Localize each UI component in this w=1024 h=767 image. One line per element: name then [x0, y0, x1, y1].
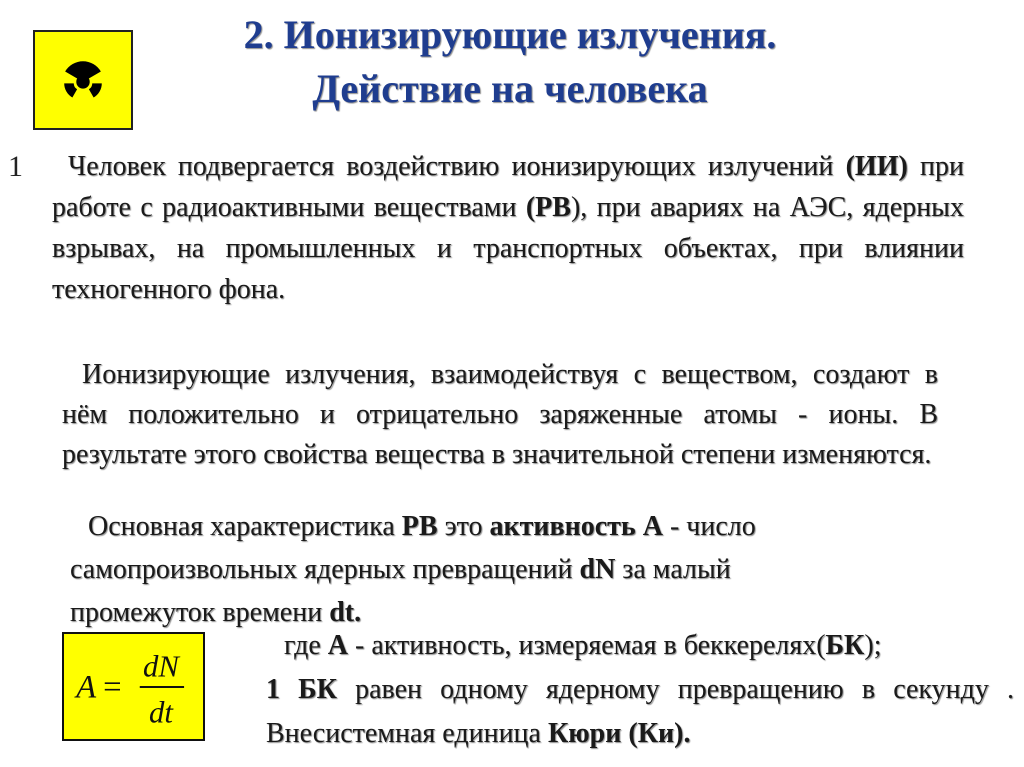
radiation-trefoil-icon [35, 32, 131, 128]
p1-bold-ii: (ИИ) [845, 151, 908, 182]
p1-bold-rv: (РВ [525, 192, 571, 223]
formula-numerator: dN [142, 649, 179, 684]
formula-lhs: A [76, 669, 97, 706]
p1-text-2: при работе с радиоактивными веществами [52, 151, 965, 223]
title-line-1: 2. Ионизирующие излучения. [243, 12, 777, 57]
p4-bold-1bk: 1 БК [266, 674, 337, 705]
paragraph-exposure [52, 146, 964, 310]
p4-bold-a: А [327, 630, 348, 661]
paragraph-becquerel [266, 624, 1014, 756]
p3-bold-rv: РВ [401, 511, 438, 542]
p4-text-2: - активность, измеряемая в беккерелях( [348, 630, 826, 661]
p4-text-1: где [284, 630, 328, 661]
radiation-sign [33, 30, 133, 130]
p3-bold-activity: активность А [489, 511, 663, 542]
p3-text-3: - число самопроизвольных ядерных превращений [70, 511, 756, 585]
slide-number: 1 [8, 150, 23, 183]
p1-text-3: ), при авариях на АЭС, ядерных взрывах, на промышленных и транспортных объектах, при влиянии техногенного фона. [52, 192, 964, 305]
formula-box [62, 632, 205, 741]
paragraph-activity [70, 505, 882, 634]
p4-text-4: равен одному ядерному превращению в секунду . Внесистемная единица [266, 674, 1014, 749]
p3-text-2: это [437, 511, 490, 542]
slide-title [160, 8, 860, 116]
formula-denominator: dt [148, 695, 173, 730]
p4-bold-curie: Кюри (Ки). [547, 718, 691, 749]
p4-bold-bk: БК [825, 630, 865, 661]
p3-bold-dn: dN [579, 554, 616, 585]
p1-text-1: Человек подвергается воздействию ионизирующих излучений [68, 151, 846, 182]
p3-text-4: за малый промежуток времени [70, 554, 731, 628]
p4-line-1 [266, 624, 1014, 668]
paragraph-ionization: Ионизирующие излучения, взаимодействуя с веществом, создают в нём положительно и отрицательно заряженные атомы - ионы. В результате этого свойства вещества в значительной степени изменяются. [62, 359, 938, 470]
p3-bold-dt: dt. [329, 597, 362, 628]
p3-text-1: Основная характеристика [88, 511, 402, 542]
title-line-2: Действие на человека [312, 66, 708, 111]
activity-formula [64, 634, 203, 739]
p4-text-3: ); [864, 630, 882, 661]
formula-equals: = [103, 669, 122, 706]
